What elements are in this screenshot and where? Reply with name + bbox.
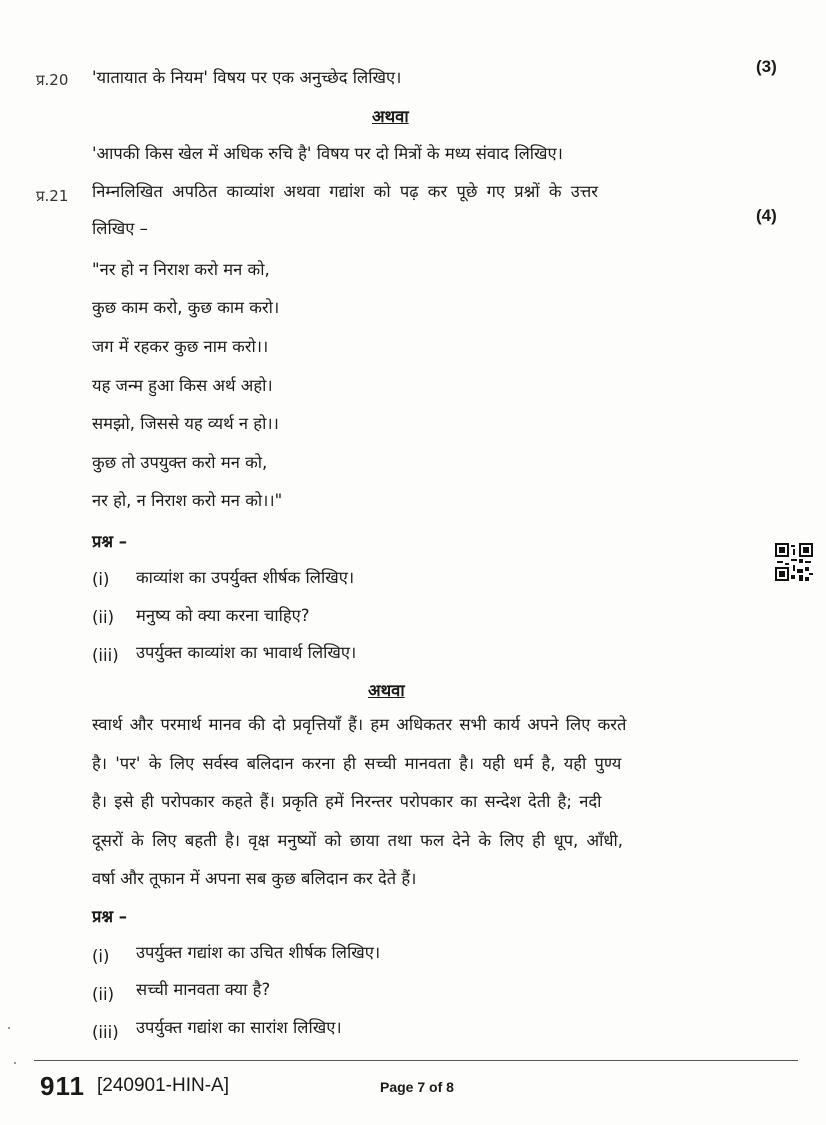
marks-q20: (3) [756, 57, 777, 76]
question-number-20: प्र.20 [36, 71, 69, 89]
poem-line: "नर हो न निराश करो मन को, [92, 260, 270, 279]
prose-line: है। इसे ही परोपकार कहते हैं। प्रकृति हमें निरन्तर परोपकार का सन्देश देती है; नदी [92, 792, 602, 811]
scan-speck [8, 1027, 10, 1029]
question-item-number: (ii) [92, 608, 115, 627]
question-20-text: 'यातायात के नियम' विषय पर एक अनुच्छेद लिखिए। [92, 68, 402, 87]
scan-speck [14, 1062, 16, 1064]
question-item-number: (iii) [92, 1023, 119, 1042]
footer-page-number: Page 7 of 8 [380, 1079, 454, 1095]
poem-line: कुछ तो उपयुक्त करो मन को, [92, 453, 268, 472]
footer-paper-number: 911 [40, 1071, 85, 1101]
question-21-text-line1: निम्नलिखित अपठित काव्यांश अथवा गद्यांश को पढ़ कर पूछे गए प्रश्नों के उत्तर [92, 182, 598, 201]
question-item-number: (i) [92, 570, 110, 589]
poem-line: जग में रहकर कुछ नाम करो।। [92, 337, 269, 356]
qr-code-icon [775, 543, 813, 581]
poem-line: समझो, जिससे यह व्यर्थ न हो।। [92, 414, 279, 433]
prose-line: स्वार्थ और परमार्थ मानव की दो प्रवृत्तियाँ हैं। हम अधिकतर सभी कार्य अपने लिए करते [92, 715, 627, 734]
question-item-number: (ii) [92, 985, 115, 1004]
question-item-text: उपर्युक्त गद्यांश का उचित शीर्षक लिखिए। [136, 943, 381, 962]
or-heading-q20: अथवा [372, 107, 409, 126]
question-20-alt-text: 'आपकी किस खेल में अधिक रुचि है' विषय पर दो मित्रों के मध्य संवाद लिखिए। [92, 144, 563, 163]
question-item-text: सच्ची मानवता क्या है? [136, 980, 271, 999]
question-item-number: (i) [92, 947, 110, 966]
poem-line: नर हो, न निराश करो मन को।।" [92, 491, 283, 510]
footer-paper-code: [240901-HIN-A] [97, 1075, 230, 1096]
question-item-text: उपर्युक्त काव्यांश का भावार्थ लिखिए। [136, 643, 357, 662]
question-item-text: उपर्युक्त गद्यांश का सारांश लिखिए। [136, 1018, 342, 1037]
poem-line: कुछ काम करो, कुछ काम करो। [92, 298, 280, 317]
marks-q21: (4) [756, 206, 777, 225]
questions-label-poem: प्रश्न – [92, 532, 128, 551]
question-item-text: मनुष्य को क्या करना चाहिए? [136, 606, 310, 625]
prose-line: वर्षा और तूफान में अपना सब कुछ बलिदान कर देते हैं। [92, 869, 417, 888]
questions-label-prose: प्रश्न – [92, 907, 128, 926]
footer-divider [34, 1060, 798, 1061]
question-item-text: काव्यांश का उपर्युक्त शीर्षक लिखिए। [136, 568, 355, 587]
question-number-21: प्र.21 [36, 187, 69, 205]
question-21-text-line2: लिखिए – [92, 219, 148, 238]
prose-line: है। 'पर' के लिए सर्वस्व बलिदान करना ही सच्ची मानवता है। यही धर्म है, यही पुण्य [92, 754, 622, 773]
question-item-number: (iii) [92, 646, 119, 665]
prose-line: दूसरों के लिए बहती है। वृक्ष मनुष्यों को छाया तथा फल देने के लिए ही धूप, आँधी, [92, 831, 623, 850]
or-heading-q21: अथवा [368, 681, 405, 700]
poem-line: यह जन्म हुआ किस अर्थ अहो। [92, 376, 273, 395]
